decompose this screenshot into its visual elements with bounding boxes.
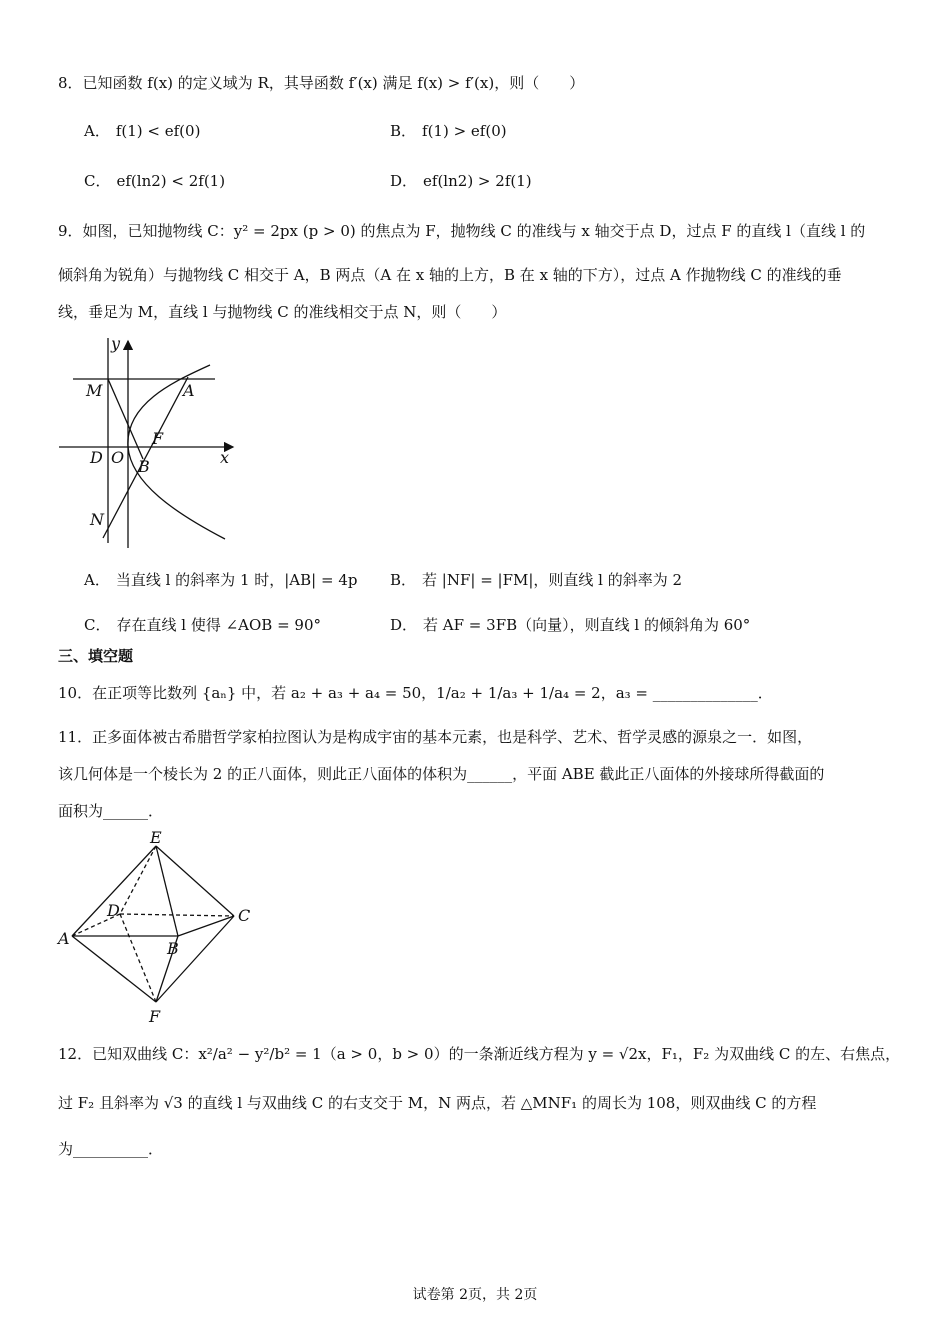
q12-line-3: 为__________．: [58, 1140, 164, 1158]
option-label: A．: [84, 122, 110, 140]
parabola-curve: [128, 365, 225, 539]
q9-option-a: [84, 569, 357, 591]
label-a: A: [183, 381, 195, 400]
q12-line-2: 过 F₂ 且斜率为 √3 的直线 l 与双曲线 C 的右支交于 M，N 两点，若 △MNF₁ 的周长为 108，则双曲线 C 的方程: [58, 1094, 817, 1112]
edge-fd: [120, 914, 156, 1002]
option-text: 若 AF = 3FB（向量），则直线 l 的倾斜角为 60°: [423, 616, 751, 634]
q10-text: 10．在正项等比数列 {aₙ} 中，若 a₂ + a₃ + a₄ = 50，1/a₂ + 1/a₃ + 1/a₄ = 2，a₃ = ______________．: [58, 684, 773, 702]
option-label: B．: [390, 571, 417, 589]
label-b: B: [167, 939, 179, 958]
q9-line-2: 倾斜角为锐角）与抛物线 C 相交于 A，B 两点（A 在 x 轴的上方，B 在 x 轴的下方），过点 A 作抛物线 C 的准线的垂: [58, 266, 842, 284]
label-o: O: [111, 448, 125, 467]
section-heading: 三、填空题: [58, 647, 134, 665]
label-d: D: [90, 448, 103, 467]
option-text: 存在直线 l 使得 ∠AOB = 90°: [116, 616, 321, 634]
q8-stem: 8．已知函数 f(x) 的定义域为 R，其导函数 f′(x) 满足 f(x) > f′(x)，则（ ）: [58, 74, 585, 92]
edge-ed: [120, 846, 156, 914]
q9-option-d: [390, 614, 750, 636]
option-text: f(1) < ef(0): [115, 122, 201, 140]
label-x: x: [220, 448, 230, 467]
q9-line-3: 线，垂足为 M，直线 l 与抛物线 C 的准线相交于点 N，则（ ）: [58, 303, 507, 321]
q9-line-1: 9．如图，已知抛物线 C：y² = 2px (p > 0) 的焦点为 F，抛物线 C 的准线与 x 轴交于点 D，过点 F 的直线 l（直线 l 的: [58, 222, 866, 240]
q8-option-a: [84, 120, 200, 142]
edge-ec: [156, 846, 234, 916]
edge-ea: [72, 846, 156, 936]
option-label: C．: [84, 616, 111, 634]
octahedron-figure: [55, 830, 265, 1030]
parabola-figure: [55, 333, 245, 553]
edge-eb: [156, 846, 178, 936]
option-text: ef(ln2) < 2f(1): [116, 172, 226, 190]
option-text: f(1) > ef(0): [422, 122, 507, 140]
option-text: ef(ln2) > 2f(1): [423, 172, 532, 190]
edge-fc: [156, 916, 234, 1002]
option-label: D．: [390, 172, 418, 190]
label-f: F: [152, 429, 164, 448]
q11-line-1: 11．正多面体被古希腊哲学家柏拉图认为是构成宇宙的基本元素，也是科学、艺术、哲学灵感的源泉之一．如图，: [58, 728, 813, 746]
label-b: B: [138, 457, 150, 476]
option-label: A．: [84, 571, 110, 589]
label-e: E: [150, 830, 162, 847]
edge-dc: [120, 914, 234, 916]
q9-option-c: [84, 614, 321, 636]
option-text: 若 |NF| = |FM|，则直线 l 的斜率为 2: [422, 571, 683, 589]
option-label: D．: [390, 616, 418, 634]
label-c: C: [238, 906, 251, 925]
q11-line-3: 面积为______．: [58, 802, 164, 820]
option-label: C．: [84, 172, 111, 190]
label-n: N: [90, 510, 104, 529]
option-text: 当直线 l 的斜率为 1 时，|AB| = 4p: [115, 571, 358, 589]
label-y: y: [111, 334, 121, 353]
q8-option-b: [390, 120, 507, 142]
label-m: M: [86, 381, 103, 400]
q8-option-d: [390, 170, 532, 192]
page-footer: 试卷第 2页，共 2页: [412, 1287, 538, 1303]
edge-fa: [72, 936, 156, 1002]
label-a: A: [58, 929, 70, 948]
q11-line-2: 该几何体是一个棱长为 2 的正八面体，则此正八面体的体积为______，平面 ABE 截此正八面体的外接球所得截面的: [58, 765, 825, 783]
label-f: F: [149, 1007, 161, 1026]
q12-line-1: 12．已知双曲线 C：x²/a² − y²/b² = 1（a > 0，b > 0）的一条渐近线方程为 y = √2x，F₁，F₂ 为双曲线 C 的左、右焦点，: [58, 1045, 901, 1063]
q8-option-c: [84, 170, 225, 192]
label-d: D: [107, 901, 120, 920]
option-label: B．: [390, 122, 417, 140]
q9-option-b: [390, 569, 682, 591]
